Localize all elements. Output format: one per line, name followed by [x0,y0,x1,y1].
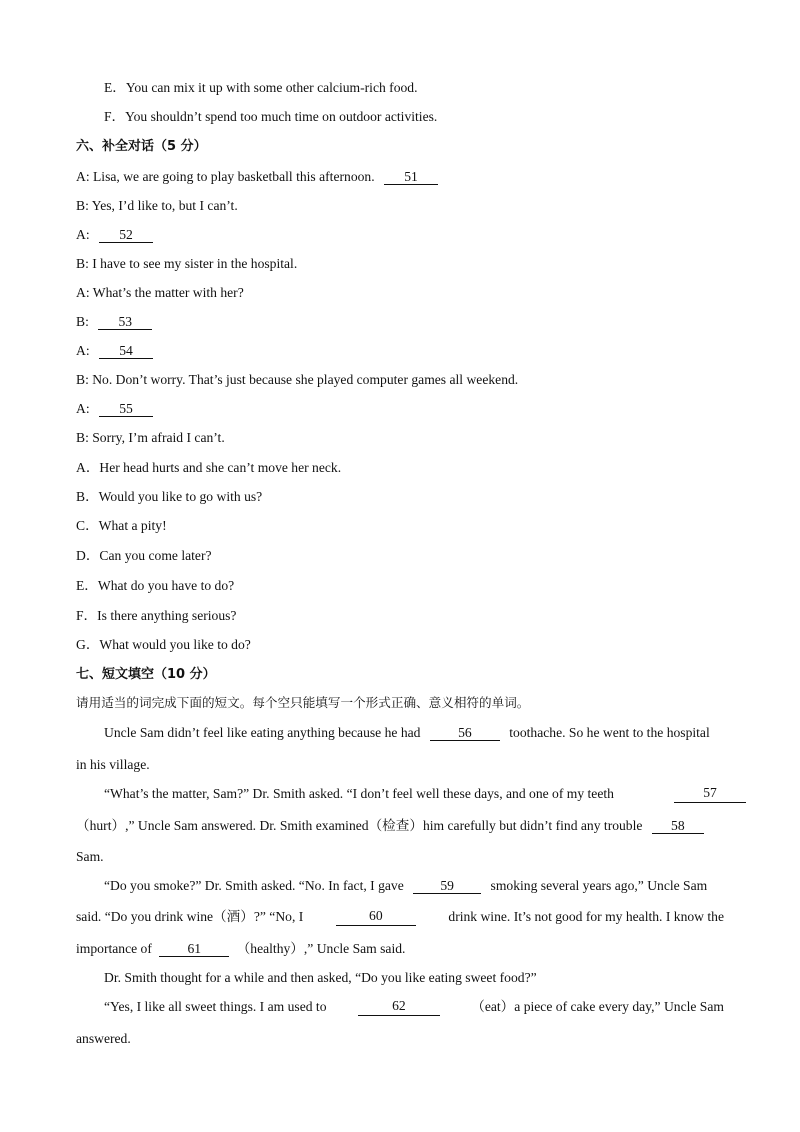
passage-text: drink wine. It’s not good for my health. I know the [448,909,724,924]
blank-60[interactable]: 60 [336,908,416,926]
option-a: A．Her head hurts and she can’t move her neck. [76,460,342,475]
option-g: G．What would you like to do? [76,637,251,652]
dialogue-line-6 [76,313,154,331]
section7-instruction: 请用适当的词完成下面的短文。每个空只能填写一个形式正确、意义相符的单词。 [76,695,530,710]
dialogue-line-9 [76,400,155,418]
blank-54[interactable]: 54 [99,343,153,359]
speaker-label: A: [76,227,90,242]
blank-52[interactable]: 52 [99,227,153,243]
passage-text: Uncle Sam didn’t feel like eating anything because he had [104,725,421,740]
passage-text: “What’s the matter, Sam?” Dr. Smith asked. “I don’t feel well these days, and one of my teeth [104,786,614,801]
section7-heading: 七、短文填空（10 分） [76,667,216,682]
option-d: D．Can you come later? [76,548,212,563]
passage-p1-line2: in his village. [76,757,150,772]
option-f: F．Is there anything serious? [76,608,237,623]
dialogue-line-1 [76,168,440,186]
blank-58[interactable]: 58 [652,818,704,834]
passage-text: toothache. So he went to the hospital [509,725,710,740]
option-f-prev: F．You shouldn’t spend too much time on outdoor activities. [104,109,438,124]
passage-text: （healthy）,” Uncle Sam said. [236,941,406,956]
blank-57[interactable]: 57 [674,785,746,803]
passage-p2-line1 [104,785,748,803]
blank-56[interactable]: 56 [430,725,500,741]
dialogue-line-10: B: Sorry, I’m afraid I can’t. [76,430,225,445]
passage-p5-line2: answered. [76,1031,131,1046]
passage-text: said. “Do you drink wine（酒）?” “No, I [76,909,304,924]
passage-text: smoking several years ago,” Uncle Sam [490,878,708,893]
blank-61[interactable]: 61 [159,941,229,957]
option-e: E．What do you have to do? [76,578,235,593]
option-c: C．What a pity! [76,518,167,533]
option-b: B．Would you like to go with us? [76,489,263,504]
speaker-label: A: [76,401,90,416]
passage-p1-line1 [104,724,710,742]
passage-text: （eat）a piece of cake every day,” Uncle Sam [471,999,724,1014]
dialogue-line-5: A: What’s the matter with her? [76,285,244,300]
dialogue-line-4: B: I have to see my sister in the hospital. [76,256,298,271]
passage-p3-line3 [76,940,405,958]
passage-p2-line2 [76,817,706,835]
dialogue-line-8: B: No. Don’t worry. That’s just because she played computer games all weekend. [76,372,519,387]
blank-53[interactable]: 53 [98,314,152,330]
dialogue-text: A: Lisa, we are going to play basketball this afternoon. [76,169,375,184]
passage-p2-line3: Sam. [76,849,104,864]
passage-p4: Dr. Smith thought for a while and then asked, “Do you like eating sweet food?” [104,970,537,985]
passage-text: “Yes, I like all sweet things. I am used to [104,999,327,1014]
speaker-label: A: [76,343,90,358]
dialogue-line-2: B: Yes, I’d like to, but I can’t. [76,198,238,213]
option-e-prev: E．You can mix it up with some other calcium-rich food. [104,80,418,95]
passage-text: importance of [76,941,152,956]
passage-text: “Do you smoke?” Dr. Smith asked. “No. In fact, I gave [104,878,404,893]
section6-heading: 六、补全对话（5 分） [76,139,207,154]
blank-51[interactable]: 51 [384,169,438,185]
passage-p3-line2 [76,908,724,926]
passage-p3-line1 [104,877,707,895]
passage-p5-line1 [104,998,724,1016]
blank-59[interactable]: 59 [413,878,481,894]
passage-text: （hurt）,” Uncle Sam answered. Dr. Smith examined（检查）him carefully but didn’t find any trouble [76,818,643,833]
speaker-label: B: [76,314,89,329]
dialogue-line-3 [76,226,155,244]
dialogue-line-7 [76,342,155,360]
blank-55[interactable]: 55 [99,401,153,417]
blank-62[interactable]: 62 [358,998,440,1016]
